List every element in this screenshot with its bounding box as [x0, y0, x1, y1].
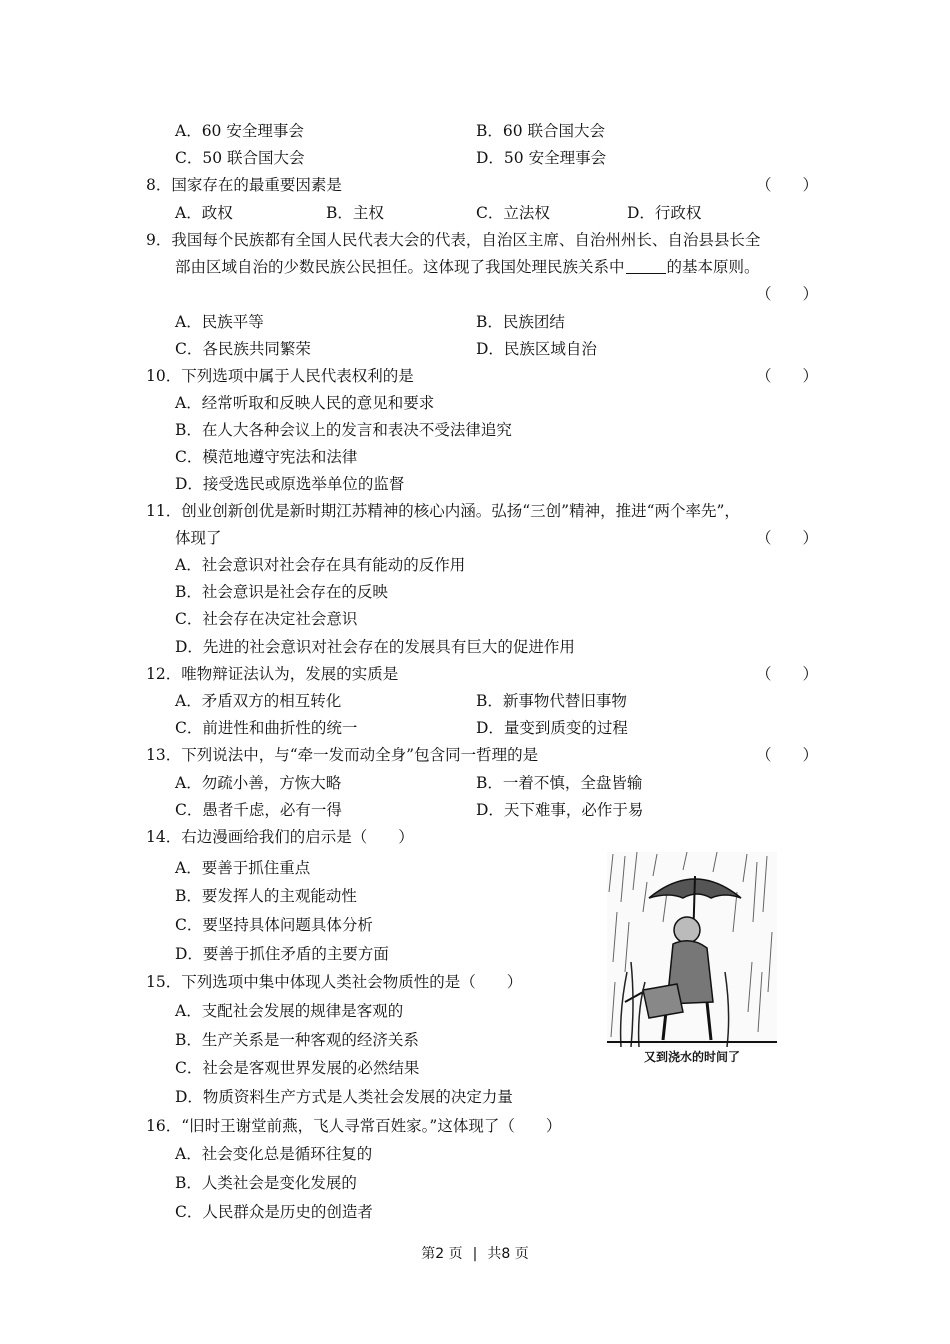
q9-text-line2a: 部由区域自治的少数民族公民担任。这体现了我国处理民族关系中 — [175, 258, 625, 276]
q14-option-b: B．要发挥人的主观能动性 — [175, 887, 357, 905]
q7-option-b: B．60 联合国大会 — [476, 122, 606, 140]
q9-row-cd — [0, 337, 950, 361]
q11-option-a-row — [0, 553, 950, 577]
q9-option-a: A．民族平等 — [175, 313, 264, 331]
q16-option-c: C．人民群众是历史的创造者 — [175, 1203, 373, 1221]
q15-option-c: C．社会是客观世界发展的必然结果 — [175, 1059, 420, 1077]
q9-row-ab — [0, 310, 950, 334]
q7-row-ab — [0, 119, 950, 143]
q16-option-b-row — [0, 1171, 950, 1195]
q16-text: 16．“旧时王谢堂前燕，飞人寻常百姓家。”这体现了（ ） — [146, 1117, 562, 1135]
q16-option-a-row — [0, 1142, 950, 1166]
q11-option-d: D．先进的社会意识对社会存在的发展具有巨大的促进作用 — [175, 638, 575, 656]
q9-stem-line1 — [0, 228, 950, 252]
q14-option-a-row — [0, 856, 950, 880]
q11-option-c: C．社会存在决定社会意识 — [175, 610, 358, 628]
q14-text: 14．右边漫画给我们的启示是（ ） — [146, 828, 414, 846]
q9-option-b: B．民族团结 — [476, 313, 565, 331]
q11-option-d-row — [0, 635, 950, 659]
q15-option-a: A．支配社会发展的规律是客观的 — [175, 1002, 404, 1020]
q15-stem — [0, 970, 950, 994]
q15-option-b: B．生产关系是一种客观的经济关系 — [175, 1031, 419, 1049]
q13-text: 13．下列说法中，与“牵一发而动全身”包含同一哲理的是 — [146, 746, 539, 764]
q11-option-c-row — [0, 607, 950, 631]
q9-stem-line2 — [0, 255, 950, 279]
q8-option-c: C．立法权 — [476, 204, 550, 222]
q12-row-cd — [0, 716, 950, 740]
q14-option-a: A．要善于抓住重点 — [175, 859, 311, 877]
q10-option-a: A．经常听取和反映人民的意见和要求 — [175, 394, 435, 412]
q9-option-c: C．各民族共同繁荣 — [175, 340, 311, 358]
q8-option-b: B．主权 — [326, 204, 384, 222]
q7-option-d: D．50 安全理事会 — [476, 149, 607, 167]
q7-option-a: A．60 安全理事会 — [175, 122, 304, 140]
q14-option-b-row — [0, 884, 950, 908]
q12-option-c: C．前进性和曲折性的统一 — [175, 719, 358, 737]
q13-stem — [0, 743, 950, 767]
q15-option-b-row — [0, 1028, 950, 1052]
q15-text: 15．下列选项中集中体现人类社会物质性的是（ ） — [146, 973, 523, 991]
q16-stem — [0, 1114, 950, 1138]
q13-option-b: B．一着不慎，全盘皆输 — [476, 774, 643, 792]
q12-row-ab — [0, 689, 950, 713]
q11-option-b-row — [0, 580, 950, 604]
q16-option-c-row — [0, 1200, 950, 1224]
q12-stem — [0, 662, 950, 686]
q12-text: 12．唯物辩证法认为，发展的实质是 — [146, 665, 399, 683]
q12-option-d: D．量变到质变的过程 — [476, 719, 628, 737]
page-footer — [0, 1243, 950, 1263]
q15-option-d-row — [0, 1085, 950, 1109]
q12-answer-paren: （ ） — [756, 665, 819, 683]
q10-text: 10．下列选项中属于人民代表权利的是 — [146, 367, 414, 385]
q16-option-b: B．人类社会是变化发展的 — [175, 1174, 357, 1192]
q10-option-d-row — [0, 472, 950, 496]
q8-text: 8．国家存在的最重要因素是 — [146, 176, 342, 194]
q9-text-line2 — [175, 255, 760, 279]
page-total: 共8 页 — [487, 1246, 529, 1262]
q11-stem-line1 — [0, 499, 950, 523]
q10-option-a-row — [0, 391, 950, 415]
q8-answer-paren: （ ） — [756, 176, 819, 194]
q10-option-b-row — [0, 418, 950, 442]
q10-answer-paren: （ ） — [756, 367, 819, 385]
q9-paren-row — [0, 282, 950, 306]
q11-text-line2: 体现了 — [175, 529, 222, 547]
q15-option-c-row — [0, 1056, 950, 1080]
q13-answer-paren: （ ） — [756, 746, 819, 764]
q14-option-d-row — [0, 942, 950, 966]
q13-option-d: D．天下难事，必作于易 — [476, 801, 644, 819]
page-number: 第2 页 — [421, 1246, 463, 1262]
q10-option-c-row — [0, 445, 950, 469]
q10-option-d: D．接受选民或原选举单位的监督 — [175, 475, 405, 493]
q12-option-a: A．矛盾双方的相互转化 — [175, 692, 342, 710]
q13-option-a: A．勿疏小善，方恢大略 — [175, 774, 342, 792]
q15-option-d: D．物质资料生产方式是人类社会发展的决定力量 — [175, 1088, 513, 1106]
q11-option-b: B．社会意识是社会存在的反映 — [175, 583, 388, 601]
q12-option-b: B．新事物代替旧事物 — [476, 692, 627, 710]
q8-options — [0, 201, 950, 225]
q11-answer-paren: （ ） — [756, 529, 819, 547]
cartoon-caption: 又到浇水的时间了 — [643, 1050, 740, 1064]
q14-stem — [0, 825, 950, 849]
q9-text-line2b: 的基本原则。 — [666, 258, 760, 276]
footer-separator: | — [472, 1246, 478, 1262]
q14-option-d: D．要善于抓住矛盾的主要方面 — [175, 945, 389, 963]
q9-answer-paren: （ ） — [756, 285, 819, 303]
q11-text-line1: 11．创业创新创优是新时期江苏精神的核心内涵。弘扬“三创”精神，推进“两个率先”， — [146, 502, 740, 520]
q10-option-b: B．在人大各种会议上的发言和表决不受法律追究 — [175, 421, 512, 439]
q9-option-d: D．民族区域自治 — [476, 340, 597, 358]
q13-option-c: C．愚者千虑，必有一得 — [175, 801, 342, 819]
q11-option-a: A．社会意识对社会存在具有能动的反作用 — [175, 556, 466, 574]
q13-row-cd — [0, 798, 950, 822]
q8-stem — [0, 173, 950, 197]
q8-option-a: A．政权 — [175, 204, 233, 222]
q7-row-cd — [0, 146, 950, 170]
q10-stem — [0, 364, 950, 388]
q7-option-c: C．50 联合国大会 — [175, 149, 305, 167]
q9-blank — [626, 257, 666, 274]
q9-text-line1: 9．我国每个民族都有全国人民代表大会的代表，自治区主席、自治州州长、自治县县长全 — [146, 231, 761, 249]
q10-option-c: C．模范地遵守宪法和法律 — [175, 448, 358, 466]
q13-row-ab — [0, 771, 950, 795]
q16-option-a: A．社会变化总是循环往复的 — [175, 1145, 373, 1163]
q15-option-a-row — [0, 999, 950, 1023]
q11-stem-line2 — [0, 526, 950, 550]
q14-option-c-row — [0, 913, 950, 937]
q8-option-d: D．行政权 — [627, 204, 702, 222]
q14-option-c: C．要坚持具体问题具体分析 — [175, 916, 373, 934]
